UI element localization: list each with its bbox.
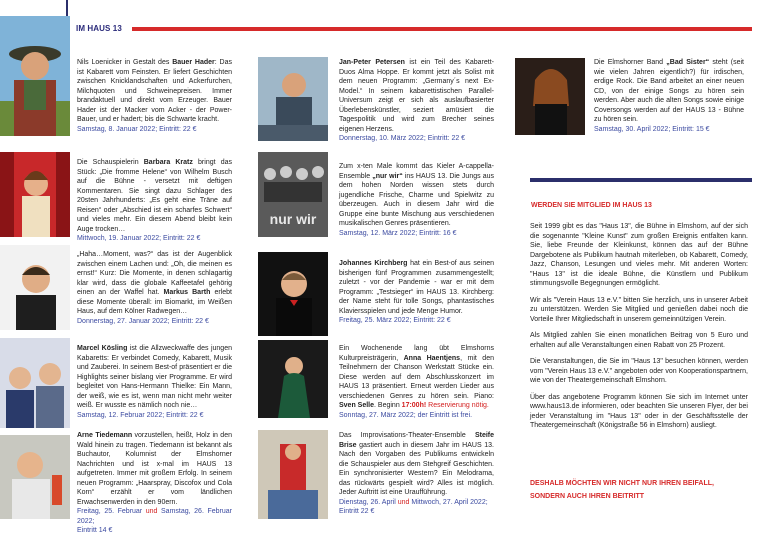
membership-heading: WERDEN SIE MITGLIED IM HAUS 13 <box>531 202 652 209</box>
event-date: Samstag, 8. Januar 2022; Eintritt: 22 € <box>77 125 197 133</box>
actress-photo <box>0 152 70 237</box>
pianist-photo <box>258 252 328 336</box>
cabaret-photo <box>258 57 328 141</box>
event-date: Donnerstag, 27. Januar 2022; Eintritt: 22 € <box>77 317 209 325</box>
singer-photo <box>258 340 328 418</box>
farmer-photo <box>0 16 70 136</box>
event-johannes-kirchberg: Johannes Kirchberg hat ein Best-of aus seinen bisherigen fünf Programmen zusammengestellt; zuletzt - vor der Pandemie - war er mit dem Programm: „Testsieger“ im HAUS 13. Kirchberg: der Name steht für tolle Songs, phantastisches Klaviersspielen und jede Menge Humor. Freitag, 25. März 2022; Eintritt: 22 € <box>339 260 494 324</box>
event-marcel-koesling: Marcel Kösling ist die Allzweckwaffe des jungen Kabaretts: Er verbindet Comedy, Kabarett, Musik und Zauberei. In seinem Best-of präsentiert er die Highlights seiner bislang vier Programme. Er wird begleitet von Hans-Hermann Thielke: Ein Mann, der weiß, wie es ist, wenn man nicht mehr weiter weiß. Er wusste es nämlich noch nie… Samstag, 12. Februar 2022; Eintritt: 22 € <box>77 345 232 419</box>
event-date: Samstag, 30. April 2022; Eintritt: 15 € <box>594 125 710 133</box>
event-bauer-hader: Nils Loenicker in Gestalt des Bauer Hader: Das ist Kabarett vom Feinsten. Er liefert Geschichten zwischen Knicklandschaften und Ackerfurchen, Milchquoten und Schweinepreisen. Immer brandaktuell und direkt vom Erzeuger. Bauer Hader ist der Macker vom Acker - der Power-Bauer, und er hadert; bis die Schwarte kracht. Samstag, 8. Januar 2022; Eintritt: 22 € <box>77 59 232 133</box>
header-rule <box>132 27 752 31</box>
magician-photo <box>0 338 70 428</box>
event-anna-haentjens: Ein Wochenende lang übt Elmshorns Kulturpreisträgerin, Anna Haentjens, mit den Teilnehmern der Chanson Werkstatt Stücke ein. Diese werden auf dem Abschlusskonzert im HAUS 13 präsentiert. Erneut werden Lieder aus verschiedenen Genres zu hören sein. Piano: Sven Selle. Beginn 17:00h! Reservierung nötig. Sonntag, 27. März 2022; der Eintritt ist frei. <box>339 345 494 419</box>
event-date: Samstag, 12. Februar 2022; Eintritt: 22 € <box>77 411 204 419</box>
svg-text:nur wir: nur wir <box>269 211 317 227</box>
event-date: Mittwoch, 19. Januar 2022; Eintritt: 22 € <box>77 235 201 242</box>
author-photo <box>0 435 70 519</box>
event-barbara-kratz: Die Schauspielerin Barbara Kratz bringt das Stück: „Die fromme Helene“ von Wilhelm Busch auf die Bühne - versetzt mit deftigen Kommentaren. Sie singt dazu Schlager des 20sten Jahrhunderts: „Es geht eine Träne auf Reisen“ oder „Abschied ist ein scharfes Schwert“ und vieles mehr. Ein diesem Abend bleibt kein Auge trocken… Mittwoch, 19. Januar 2022; Eintritt: 22 € <box>77 159 232 242</box>
event-date: Donnerstag, 10. März 2022; Eintritt: 22 € <box>339 135 466 142</box>
event-jan-peter-petersen: Jan-Peter Petersen ist ein Teil des Kabarett-Duos Alma Hoppe. Er kommt jetzt als Solist mit dem neuen Programm: „Germany´s next Ex-Model.“ In seinem kabarettistischen Parallel-Universum zeigt er sich als auslaufbasierter Überlebenskünstler, seziert amüsiert die Tagespolitik und wird zum Brecher seines eigenen Herzens. Donnerstag, 10. März 2022; Eintritt: 22 € <box>339 59 494 142</box>
event-date: Samstag, 12. März 2022; Eintritt: 16 € <box>339 229 457 237</box>
comedian-photo <box>0 245 70 330</box>
band-photo <box>515 58 585 135</box>
event-bad-sister: Die Elmshorner Band „Bad Sister“ steht (seit wie vielen Jahren eigentlich?) für irdischen, erdige Rock. Die Band arbeitet an einer neuen CD, von der einige Songs zu hören sein werden. Aber auch die alten Songs sowie einige Coversongs werden auf der HAUS 13 - Bühne zu hören sein. Samstag, 30. April 2022; Eintritt: 15 € <box>594 59 744 133</box>
membership-text: Seit 1999 gibt es das "Haus 13", die Bühne in Elmshorn, auf der sich die sogenannte "Kleine Kunst" zum großen Ereignis entfalten kann. Sie, liebe Freunde der Kleinkunst, können das auf der Bühne Dargebotene als Publikum hautnah miterleben, ob Kabarett, Comedy, Jazz, Chanson, Lesungen und vieles mehr. Mit anderen Worten: "Haus 13" ist die ideale Bühne, die Künstlern und Publikum stimmungsvolle Begegnungen ermöglicht. Wir als "Verein Haus 13 e.V." bitten Sie herzlich, uns in unserer Arbeit zu unterstützen. Werden Sie Mitglied und genießen dabei noch die Vorteile Ihrer Mitgliedschaft in unserem gemeinnützigen Verein. Als Mitglied zahlen Sie einen monatlichen Beitrag von 5 Euro und erhalten auf alle Veranstaltungen einen Rabatt von 25 Prozent. Die Veranstaltungen, die Sie im "Haus 13" besuchen können, werden vom "Verein Haus 13 e.V." angeboten oder von Kooperationspartnern, wie von der Theatergemeinschaft Elmshorn. Über das angebotene Programm können Sie sich im Internet unter www.haus13.de informieren, oder beachten Sie unseren Flyer, der bei jeder Veranstaltung im "Haus 13" oder in der Geschäftsstelle der Theatergemeinschaft (Königstraße 56 in Elmshorn) ausliegt. <box>530 223 748 429</box>
impro-photo <box>258 430 328 519</box>
event-date: Sonntag, 27. März 2022; der Eintritt ist frei. <box>339 411 473 419</box>
section-divider <box>530 178 752 182</box>
event-nur-wir: Zum x-ten Male kommt das Kieler A-cappella-Ensemble „nur wir“ ins HAUS 13. Die Jungs aus dem hohen Norden wissen stets durch jugendliche Frische, Charme und Spielwitz zu überzeugen. Auch in diesem Jahr wird die Gruppe eine bunte Mischung aus verschiedenen musikalischen Genres präsentieren. Samstag, 12. März 2022; Eintritt: 16 € <box>339 163 494 237</box>
event-steife-brise: Das Improvisations-Theater-Ensemble Steife Brise gastiert auch in diesem Jahr im HAUS 13. Nach den Vorgaben des Publikums entwickeln die Schauspieler aus dem Stehgreif Geschichten. Ein synchronisierter Western? Ein Melodrama, das rückwärts gespielt wird? Alles ist möglich. Jeder Auftritt ist eine Uraufführung. Dienstag, 26. April und Mittwoch, 27. April 2022; Eintritt 22 € <box>339 432 494 515</box>
event-date: Freitag, 25. März 2022; Eintritt: 22 € <box>339 317 451 324</box>
ensemble-photo <box>258 152 328 237</box>
page-title: IM HAUS 13 <box>76 24 122 33</box>
membership-appeal: DESHALB MÖCHTEN WIR NICHT NUR IHREN BEIFALL, SONDERN AUCH IHREN BEITRITT <box>530 480 714 500</box>
event-markus-barth: „Haha…Moment, was?“ das ist der Augenblick zwischen einem Lachen und: „Oh, die meinen es ernst!“ Kurz: Die Momente, in denen schlagartig klar wird, dass die globale Kaffeetafel gehörig einen an der Waffel hat. Markus Barth erlebt diese Momente überall: im Biomarkt, im Weißen Haus, auf dem Kölner Radwegen… Donnerstag, 27. Januar 2022; Eintritt: 22 € <box>77 251 232 325</box>
event-arne-tiedemann: Arne Tiedemann vorzustellen, heißt, Holz in den Wald hinein zu tragen. Tiedemann ist bekannt als Buchautor, Kolumnist der Elmshorner Nachrichten und ist x-mal im HAUS 13 aufgetreten. Immer mit großem Erfolg. In seinem neuen Programm: „Haarspray, Discofox und Cola Korn“ erzählt er vom ländlichen Erwachsenwerden in den 90ern. Freitag, 25. Februar und Samstag, 26. Februar 2022; Eintritt 14 € <box>77 432 232 534</box>
